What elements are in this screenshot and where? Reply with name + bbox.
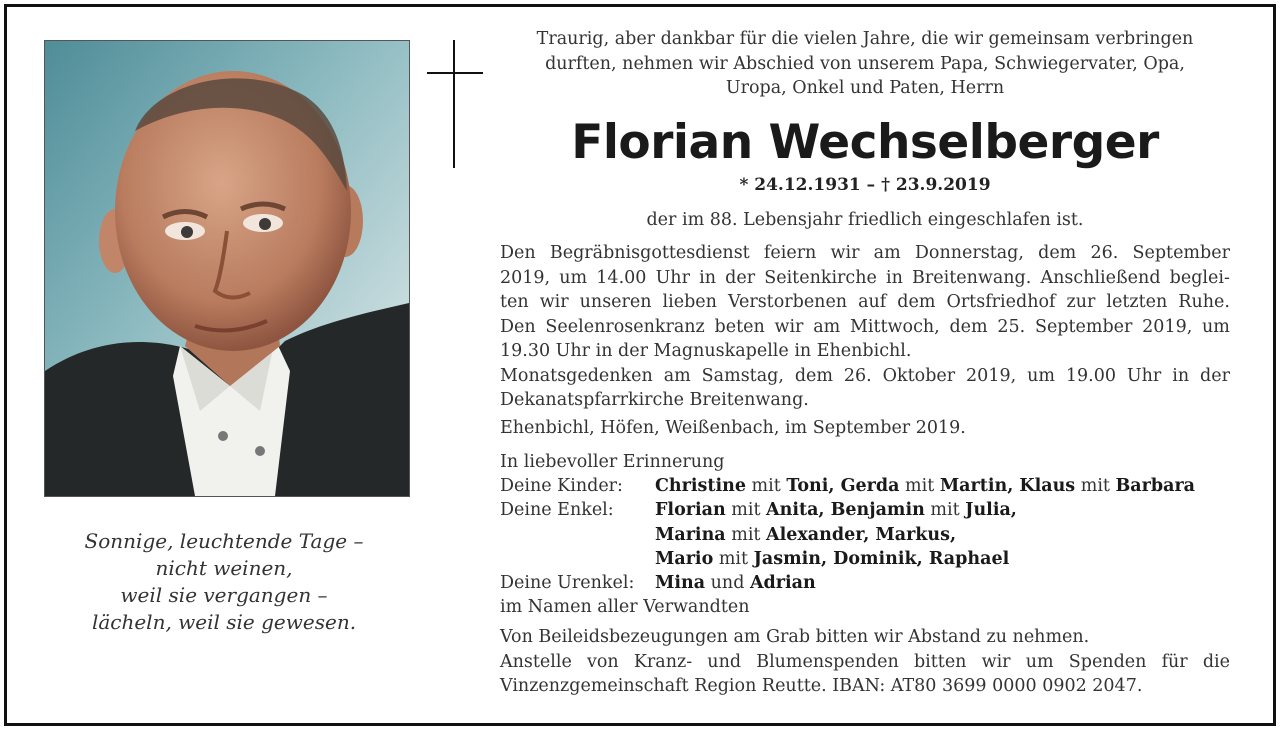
children-row [500, 474, 1230, 498]
intro-line: Uropa, Onkel und Paten, Herrn [725, 78, 1005, 98]
word: um [1202, 316, 1230, 337]
word: Donnerstag, [914, 243, 1024, 263]
text-line: Von Beileidsbezeugungen am Grab bitten wir Abstand zu nehmen. [500, 627, 1090, 647]
word: 14.00 [596, 267, 647, 288]
name: Marina [655, 524, 726, 545]
word: am [873, 243, 901, 263]
grandchildren-row [500, 547, 1230, 571]
connector: und [705, 572, 750, 593]
word: Den [500, 316, 536, 337]
poem [30, 528, 418, 636]
text-line [500, 364, 1230, 389]
empty-label [500, 523, 655, 547]
word: September [1034, 316, 1133, 337]
word: dem [897, 292, 936, 312]
poem-line: nicht weinen, [155, 556, 293, 580]
name: Julia, [965, 500, 1017, 521]
place-date: Ehenbichl, Höfen, Weißenbach, im September 2019. [500, 418, 966, 438]
name: Martin, Klaus [939, 476, 1076, 497]
word: um [559, 267, 588, 288]
relatives-line: im Namen aller Verwandten [500, 597, 750, 618]
word: bitten [913, 651, 967, 672]
cross-icon [427, 40, 483, 168]
text-line: Dekanatspfarrkirche Breitenwang. [500, 390, 809, 410]
word: beglei- [1169, 267, 1230, 288]
word: unseren [579, 292, 652, 312]
word: in [886, 267, 903, 288]
intro-text [500, 27, 1230, 101]
text-line: Vinzenzgemeinschaft Region Reutte. IBAN: AT80 3699 0000 0902 2047. [500, 676, 1143, 696]
name: Barbara [1115, 476, 1196, 497]
word: Samstag, [701, 365, 784, 386]
empty-label [500, 547, 655, 571]
word: dem [794, 365, 833, 386]
connector: mit [1075, 476, 1116, 497]
portrait-image [45, 41, 409, 496]
word: dem [949, 316, 988, 337]
text-line: 19.30 Uhr in der Magnuskapelle in Ehenbichl. [500, 341, 912, 361]
word: 26. [843, 365, 872, 386]
connector: mit [713, 548, 754, 569]
text-line [500, 266, 1230, 291]
word: lieben [662, 292, 717, 312]
word: Seitenkirche [764, 267, 877, 288]
poem-line: Sonnige, leuchtende Tage – [84, 529, 364, 553]
word: September [1132, 243, 1230, 263]
word: 25. [997, 316, 1026, 337]
greatgrandchildren-label: Deine Urenkel: [500, 572, 635, 593]
word: Mittwoch, [849, 316, 940, 337]
word: der [1200, 365, 1230, 386]
name: Adrian [749, 572, 816, 593]
word: am [663, 365, 691, 386]
word: Ortsfriedhof [946, 292, 1056, 312]
text-line [500, 241, 1230, 266]
name: Mario [655, 548, 714, 569]
word: zur [1066, 292, 1096, 312]
word: auf [858, 292, 887, 312]
word: Anschließend [1040, 267, 1161, 288]
word: der [725, 267, 756, 288]
poem-line: weil sie vergangen – [120, 583, 328, 607]
word: wir [981, 651, 1011, 672]
word: letzten [1106, 292, 1168, 312]
children-label: Deine Kinder: [500, 476, 623, 497]
grandchildren-names [655, 523, 956, 547]
portrait-photo [44, 40, 410, 497]
text-line [500, 315, 1230, 340]
word: 2019, [500, 267, 551, 288]
connector: mit [725, 500, 767, 521]
word: in [1172, 365, 1190, 386]
family-list [500, 450, 1230, 619]
grandchildren-names [655, 498, 1017, 522]
name: Alexander, Markus, [766, 524, 957, 545]
word: Blumenspenden [756, 651, 899, 672]
life-dates: * 24.12.1931 – † 23.9.2019 [739, 175, 991, 195]
grandchildren-label: Deine Enkel: [500, 500, 614, 521]
greatgrandchildren-names [655, 571, 816, 595]
word: die [1202, 651, 1230, 672]
name: Mina [655, 572, 706, 593]
name: Jasmin, Dominik, Raphael [753, 548, 1010, 569]
age-line: der im 88. Lebensjahr friedlich eingeschlafen ist. [646, 210, 1084, 230]
text-line [500, 650, 1230, 675]
service-details [500, 241, 1230, 413]
word: Oktober [882, 365, 956, 386]
word: Verstorbenen [727, 292, 848, 312]
word: wir [539, 292, 569, 312]
word: Begräbnisgottesdienst [549, 243, 750, 263]
word: Uhr [1126, 365, 1162, 386]
name: Toni, Gerda [786, 476, 900, 497]
family-intro: In liebevoller Erinnerung [500, 452, 725, 472]
word: 2019, [966, 365, 1017, 386]
word: Spenden [1068, 651, 1147, 672]
connector: mit [899, 476, 940, 497]
word: 19.00 [1065, 365, 1116, 386]
word: Seelenrosenkranz [545, 316, 705, 337]
name: Christine [655, 476, 746, 497]
word: Monatsgedenken [500, 365, 653, 386]
word: und [707, 651, 742, 672]
word: von [587, 651, 619, 672]
name: Florian [655, 500, 726, 521]
word: Kranz- [633, 651, 693, 672]
word: Uhr [655, 267, 690, 288]
word: Ruhe. [1178, 292, 1230, 312]
deceased-name: Florian Wechselberger [571, 115, 1159, 170]
intro-line: durften, nehmen wir Abschied von unserem Papa, Schwiegervater, Opa, [545, 53, 1185, 74]
name: Anita, Benjamin [766, 500, 925, 521]
word: Den [500, 243, 536, 263]
greatgrandchildren-row [500, 571, 1230, 595]
word: feiern [763, 243, 817, 263]
word: 26. [1090, 243, 1119, 263]
word: um [1025, 651, 1054, 672]
grandchildren-row [500, 498, 1230, 522]
word: Anstelle [500, 651, 572, 672]
word: wir [830, 243, 860, 263]
intro-line: Traurig, aber dankbar für die vielen Jahre, die wir gemeinsam verbringen [536, 29, 1194, 49]
word: um [1027, 365, 1055, 386]
word: 2019, [1142, 316, 1193, 337]
word: am [813, 316, 841, 337]
word: dem [1038, 243, 1077, 263]
connector: mit [924, 500, 966, 521]
word: beten [714, 316, 765, 337]
connector: mit [725, 524, 767, 545]
word: ten [500, 292, 529, 312]
grandchildren-names [655, 547, 1009, 571]
connector: mit [745, 476, 787, 497]
text-line [500, 290, 1230, 315]
word: für [1161, 651, 1188, 672]
closing-text [500, 625, 1230, 699]
word: wir [774, 316, 804, 337]
word: Breitenwang. [912, 267, 1032, 288]
word: in [699, 267, 716, 288]
children-names [655, 474, 1195, 498]
poem-line: lächeln, weil sie gewesen. [91, 610, 357, 634]
grandchildren-row [500, 523, 1230, 547]
